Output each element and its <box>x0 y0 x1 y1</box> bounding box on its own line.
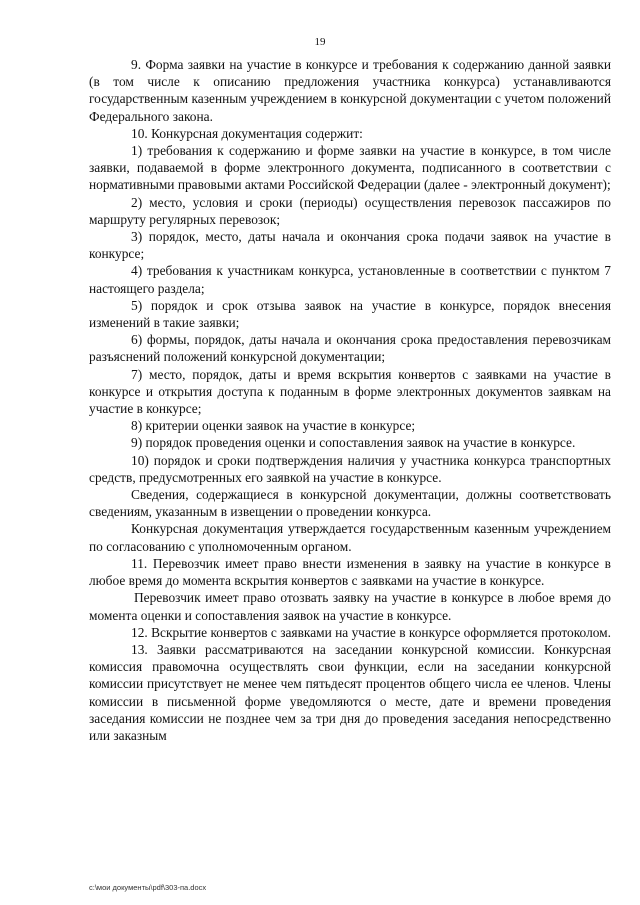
document-body <box>89 56 611 744</box>
list-item-9: 9) порядок проведения оценки и сопоставления заявок на участие в конкурсе. <box>131 435 576 451</box>
paragraph-9: 9. Форма заявки на участие в конкурсе и требования к содержанию данной заявки (в том числе к описанию предложения участника конкурса) устанавливаются государственным казенным учреждением в конкурсной документации с учетом положений Федерального закона. <box>89 57 611 124</box>
paragraph-withdraw-right: Перевозчик имеет право отозвать заявку на участие в конкурсе в любое время до момента оценки и сопоставления заявок на участие в конкурсе. <box>89 590 611 623</box>
paragraph-10: 10. Конкурсная документация содержит: <box>131 125 363 141</box>
list-item-1: 1) требования к содержанию и форме заявки на участие в конкурсе, в том числе заявки, подаваемой в форме электронного документа, подписанного в соответствии с нормативными правовыми актами Российской Федерации (далее - электронный документ); <box>89 143 611 193</box>
list-item-10: 10) порядок и сроки подтверждения наличия у участника конкурса транспортных средств, предусмотренных его заявкой на участие в конкурсе. <box>89 452 611 485</box>
list-item-6: 6) формы, порядок, даты начала и окончания срока предоставления перевозчикам разъяснений положений конкурсной документации; <box>89 332 611 365</box>
list-item-8: 8) критерии оценки заявок на участие в конкурсе; <box>131 418 416 434</box>
list-item-2: 2) место, условия и сроки (периоды) осуществления перевозок пассажиров по маршруту регулярных перевозок; <box>89 194 611 227</box>
footer-file-path: c:\мои документы\pdf\303-па.docx <box>89 883 207 892</box>
paragraph-11: 11. Перевозчик имеет право внести изменения в заявку на участие в конкурсе в любое время до момента вскрытия конвертов с заявками на участие в конкурсе. <box>89 555 611 589</box>
paragraph-documentation-approval: Конкурсная документация утверждается государственным казенным учреждением по согласованию с уполномоченным органом. <box>89 521 611 554</box>
list-item-7: 7) место, порядок, даты и время вскрытия конвертов с заявками на участие в конкурсе и открытия доступа к поданным в форме электронных документов заявкам на участие в конкурсе; <box>89 366 611 417</box>
list-item-3: 3) порядок, место, даты начала и окончания срока подачи заявок на участие в конкурсе; <box>89 229 611 262</box>
paragraph-documentation-info: Сведения, содержащиеся в конкурсной документации, должны соответствовать сведениям, указанным в извещении о проведении конкурса. <box>89 487 611 520</box>
paragraph-13: 13. Заявки рассматриваются на заседании конкурсной комиссии. Конкурсная комиссия правомочна осуществлять свои функции, если на заседании конкурсной комиссии присутствует не менее чем пятьдесят процентов общего числа ее членов. Члены комиссии в письменной форме уведомляются о месте, дате и времени проведения заседания комиссии не позднее чем за три дня до проведения заседания непосредственно или заказным <box>89 641 611 743</box>
list-item-5: 5) порядок и срок отзыва заявок на участие в конкурсе, порядок внесения изменений в такие заявки; <box>89 297 611 331</box>
paragraph-12: 12. Вскрытие конвертов с заявками на участие в конкурсе оформляется протоколом. <box>131 624 612 640</box>
page-number: 19 <box>314 36 326 48</box>
list-item-4: 4) требования к участникам конкурса, установленные в соответствии с пунктом 7 настоящего раздела; <box>89 263 611 296</box>
